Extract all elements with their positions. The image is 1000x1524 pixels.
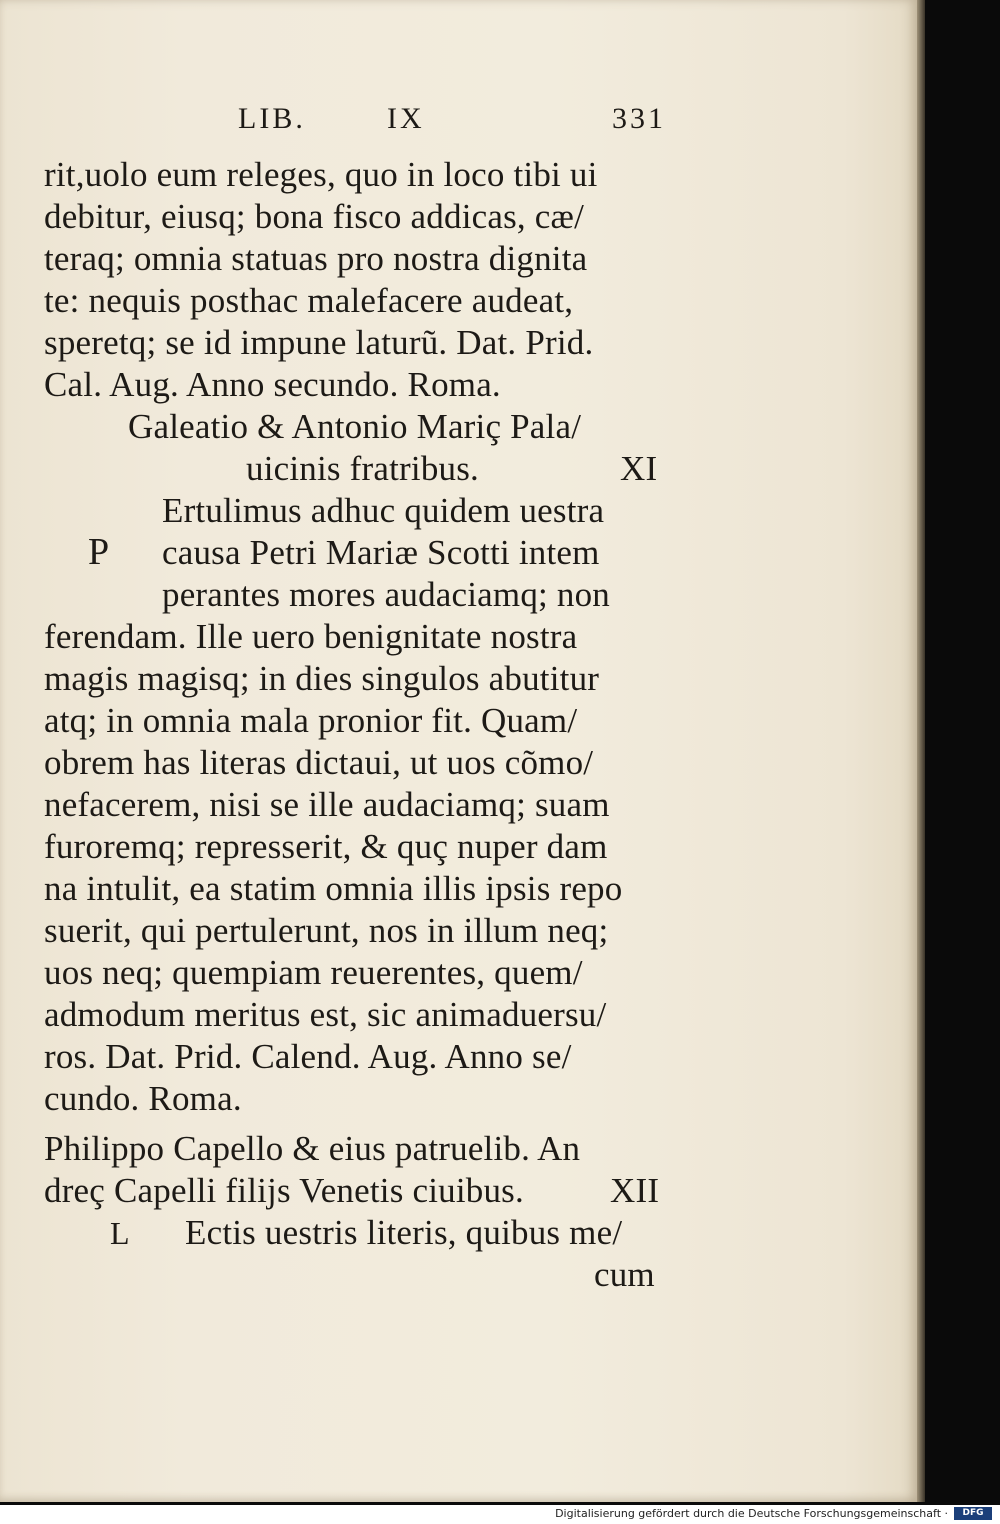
body-line: Cal. Aug. Anno secundo. Roma. (44, 365, 501, 404)
drop-initial: L (110, 1215, 130, 1251)
body-line: Ertulimus adhuc quidem uestra (162, 491, 605, 530)
body-line: ferendam. Ille uero benignitate nostra (44, 617, 578, 656)
body-line: speretq; se id impune laturũ. Dat. Prid. (44, 323, 594, 362)
letter-number: XII (610, 1171, 660, 1210)
running-head-book: LIB. (238, 102, 306, 135)
body-line: debitur, eiusq; bona fisco addicas, cæ/ (44, 197, 585, 236)
letter-heading: Philippo Capello & eius patruelib. An (44, 1129, 581, 1168)
body-line: obrem has literas dictaui, ut uos cõmo/ (44, 743, 594, 782)
page-number: 331 (612, 102, 666, 135)
body-line: na intulit, ea statim omnia illis ipsis repo (44, 869, 623, 908)
body-line: te: nequis posthac malefacere audeat, (44, 281, 574, 320)
body-line: teraq; omnia statuas pro nostra dignita (44, 239, 588, 278)
body-line: causa Petri Mariæ Scotti intem (162, 533, 600, 572)
running-head-chapter: IX (387, 102, 425, 135)
drop-initial: P (88, 531, 110, 573)
body-line: rit,uolo eum releges, quo in loco tibi ui (44, 155, 598, 194)
body-line: perantes mores audaciamq; non (162, 575, 610, 614)
dfg-logo: DFG (954, 1507, 992, 1520)
catchword: cum (594, 1255, 655, 1294)
letter-heading: Galeatio & Antonio Mariç Pala/ (128, 407, 582, 446)
body-line: ros. Dat. Prid. Calend. Aug. Anno se/ (44, 1037, 572, 1076)
body-line: uos neq; quempiam reuerentes, quem/ (44, 953, 583, 992)
body-line: atq; in omnia mala pronior fit. Quam/ (44, 701, 578, 740)
body-line: admodum meritus est, sic animaduersu/ (44, 995, 607, 1034)
funding-credit: Digitalisierung gefördert durch die Deutsche Forschungsgemeinschaft · (555, 1507, 948, 1520)
letter-number: XI (620, 449, 658, 488)
body-line: nefacerem, nisi se ille audaciamq; suam (44, 785, 610, 824)
body-line: magis magisq; in dies singulos abutitur (44, 659, 600, 698)
page-edge-shadow (917, 0, 925, 1502)
body-line: furoremq; represserit, & quç nuper dam (44, 827, 608, 866)
body-line: suerit, qui pertulerunt, nos in illum neq; (44, 911, 609, 950)
body-line: cundo. Roma. (44, 1079, 242, 1118)
letter-heading: uicinis fratribus. (246, 449, 479, 488)
letter-heading: dreç Capelli filijs Venetis ciuibus. (44, 1171, 524, 1210)
body-line: Ectis uestris literis, quibus me/ (185, 1213, 623, 1252)
